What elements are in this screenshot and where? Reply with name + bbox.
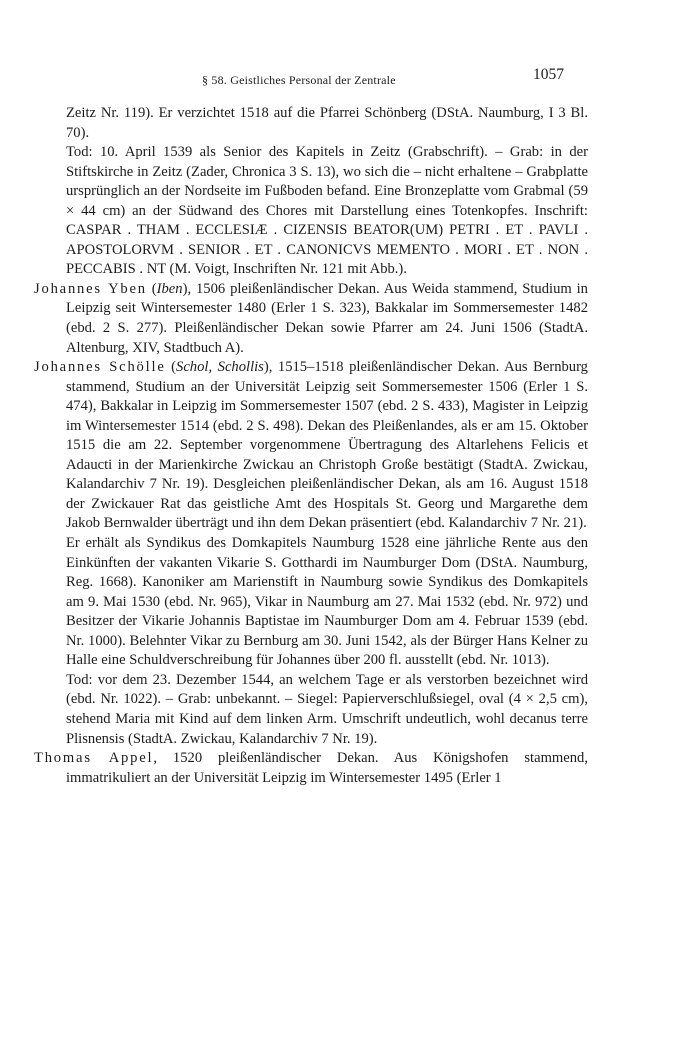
entry-text: ), 1515–1518 pleißenländischer Dekan. Aus Bernburg stammend, Studium an der Universität Leipzig seit Sommersemester 1506 (Erler 1 S. 474), Bakkalar in Leipzig im Sommersemester 1507 (ebd. 2 S. 433), Magister in Leipzig im Wintersemester 1514 (ebd. 2 S. 498). Dekan des Pleißenlandes, als er am 15. Oktober 1515 die am 22. September vorgenommene Übertragung des Altarlehens Felicis et Adaucti in der Marienkirche Zwickau an Christoph Große bestätigt (StadtA. Zwickau, Kalandarchiv 7 Nr. 19). Desgleichen pleißenländischer Dekan, als am 16. August 1518 der Zwickauer Rat das geistliche Amt des Hospitals St. Georg und Margarethe dem Jakob Bernwalder überträgt und ihn dem Dekan präsentiert (ebd. Kalandarchiv 7 Nr. 21). xyxy=(66,359,588,532)
entry-johannes-schoelle: Johannes Schölle (Schol, Schollis), 1515–1518 pleißenländischer Dekan. Aus Bernburg stammend, Studium an der Universität Leipzig seit Sommersemester 1506 (Erler 1 S. 474), Bakkalar in Leipzig im Sommersemester 1507 (ebd. 2 S. 433), Magister in Leipzig im Wintersemester 1514 (ebd. 2 S. 498). Dekan des Pleißenlandes, als er am 15. Oktober 1515 die am 22. September vorgenommene Übertragung des Altarlehens Felicis et Adaucti in der Marienkirche Zwickau an Christoph Große bestätigt (StadtA. Zwickau, Kalandarchiv 7 Nr. 19). Desgleichen pleißenländischer Dekan, als am 16. August 1518 der Zwickauer Rat das geistliche Amt des Hospitals St. Georg und Margarethe dem Jakob Bernwalder überträgt und ihn dem Dekan präsentiert (ebd. Kalandarchiv 7 Nr. 21). xyxy=(34,359,588,532)
page-body xyxy=(34,104,588,788)
entry-name: Johannes Schölle xyxy=(34,359,166,376)
entry-johannes-yben: Johannes Yben (Iben), 1506 pleißenländischer Dekan. Aus Weida stammend, Studium in Leipzig seit Wintersemester 1480 (Erler 1 S. 323), Bakkalar im Sommersemester 1482 (ebd. 2 S. 277). Pleißenländischer Dekan sowie Pfarrer am 24. Juni 1506 (StadtA. Altenburg, XIV, Stadtbuch A). xyxy=(34,280,588,356)
alternate-name: Schol, Schollis xyxy=(176,359,264,376)
paragraph-syndikus: Er erhält als Syndikus des Domkapitels Naumburg 1528 eine jährliche Rente aus den Einkünften der vakanten Vikarie S. Gotthardi im Naumburger Dom (DStA. Naumburg, Reg. 1668). Kanoniker am Marienstift in Naumburg sowie Syndikus des Domkapitels am 9. Mai 1530 (ebd. Nr. 965), Vikar in Naumburg am 27. Mai 1532 (ebd. Nr. 972) und Besitzer der Vikarie Johannis Baptistae im Naumburger Dom am 4. Februar 1539 (ebd. Nr. 1000). Belehnter Vikar zu Bernburg am 30. Juni 1542, als der Bürger Hans Kelner zu Halle eine Schuldverschreibung für Johannes über 200 fl. ausstellt (ebd. Nr. 1013). xyxy=(66,535,588,669)
paragraph-continuation: Zeitz Nr. 119). Er verzichtet 1518 auf die Pfarrei Schönberg (DStA. Naumburg, I 3 Bl. 70). xyxy=(66,105,588,141)
page-number: 1057 xyxy=(533,66,564,83)
entry-name: Johannes Yben xyxy=(34,280,147,297)
paragraph-tod-schoelle: Tod: vor dem 23. Dezember 1544, an welchem Tage er als verstorben bezeichnet wird (ebd. Nr. 1022). – Grab: unbekannt. – Siegel: Papierverschlußsiegel, oval (4 × 2,5 cm), stehend Maria mit Kind auf dem linken Arm. Umschrift undeutlich, wohl decanus terre Plisnensis (StadtA. Zwickau, Kalandarchiv 7 Nr. 19). xyxy=(66,671,588,747)
running-title: § 58. Geistliches Personal der Zentrale xyxy=(202,73,396,87)
paragraph-tod-tham: Tod: 10. April 1539 als Senior des Kapitels in Zeitz (Grabschrift). – Grab: in der Stiftskirche in Zeitz (Zader, Chronica 3 S. 13), wo sich die – nicht erhaltene – Grabplatte ursprünglich an der Nordseite im Fußboden befand. Eine Bronzeplatte vom Grabmal (59 × 44 cm) an der Südwand des Chores mit Darstellung eines Totenkopfes. Inschrift: CASPAR . THAM . ECCLESIÆ . CIZENSIS BEATOR(UM) PETRI . ET . PAVLI . APOSTOLORVM . SENIOR . ET . CANONICVS MEMENTO . MORI . ET . NON . PECCABIS . NT (M. Voigt, Inschriften Nr. 121 mit Abb.). xyxy=(66,144,588,278)
entry-thomas-appel xyxy=(34,749,588,788)
entry-text: , 1520 pleißenländischer Dekan. Aus Königshofen stammend, immatrikuliert an der Universität Leipzig im Wintersemester 1495 (Erler 1 xyxy=(66,750,588,786)
entry-text: ), 1506 pleißenländischer Dekan. Aus Weida stammend, Studium in Leipzig seit Wintersemester 1480 (Erler 1 S. 323), Bakkalar im Sommersemester 1482 (ebd. 2 S. 277). Pleißenländischer Dekan sowie Pfarrer am 24. Juni 1506 (StadtA. Altenburg, XIV, Stadtbuch A). xyxy=(66,280,588,356)
entry-name: Thomas Appel xyxy=(34,750,154,767)
alternate-name: Iben xyxy=(156,280,183,297)
